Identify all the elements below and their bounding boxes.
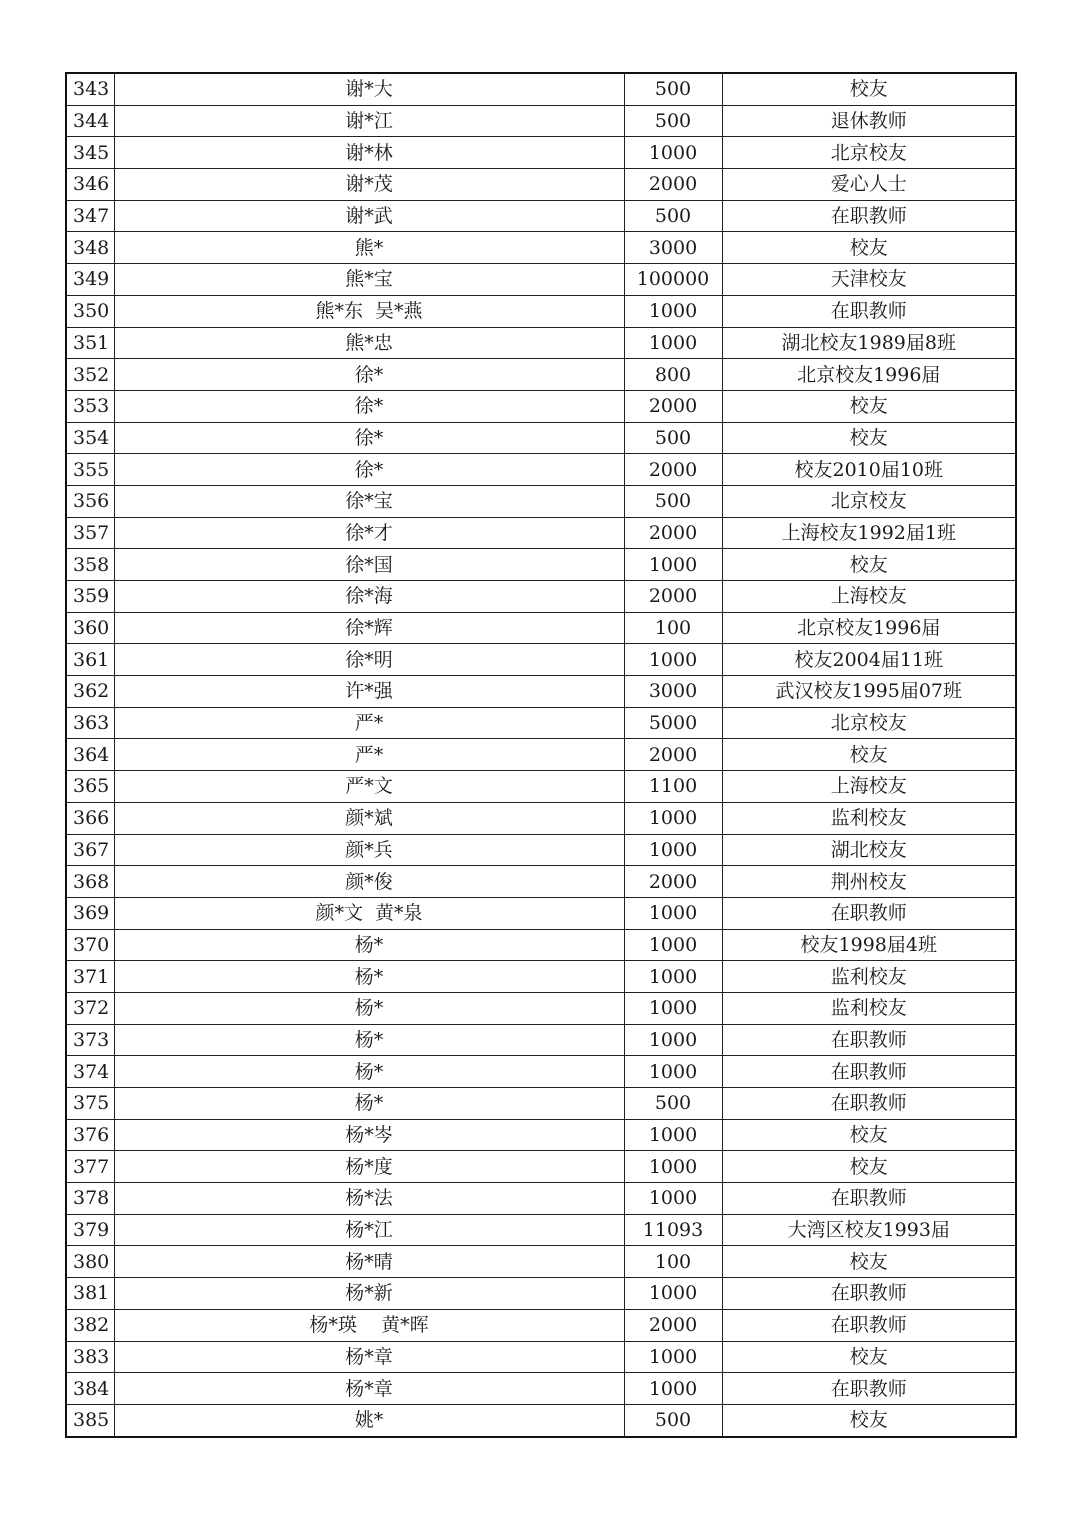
- donation-amount-cell: 500: [624, 1404, 722, 1436]
- table-row: [66, 390, 1016, 422]
- table-row: [66, 992, 1016, 1024]
- donor-name-cell: 杨*度: [114, 1151, 624, 1183]
- donor-note-cell: 爱心人士: [722, 169, 1016, 201]
- donation-amount-cell: 500: [624, 200, 722, 232]
- donation-amount-cell: 500: [624, 485, 722, 517]
- donor-name-cell: 徐*国: [114, 549, 624, 581]
- row-number-cell: 377: [66, 1151, 114, 1183]
- table-row: [66, 1088, 1016, 1120]
- donation-amount-cell: 1100: [624, 771, 722, 803]
- row-number-cell: 355: [66, 454, 114, 486]
- donor-name-cell: 杨*法: [114, 1183, 624, 1215]
- donor-note-cell: 校友: [722, 232, 1016, 264]
- donation-amount-cell: 1000: [624, 897, 722, 929]
- donor-note-cell: 在职教师: [722, 1024, 1016, 1056]
- row-number-cell: 366: [66, 802, 114, 834]
- donor-name-cell: 杨*: [114, 1056, 624, 1088]
- table-row: [66, 771, 1016, 803]
- donor-note-cell: 校友: [722, 1341, 1016, 1373]
- donation-amount-cell: 1000: [624, 549, 722, 581]
- donor-note-cell: 上海校友: [722, 581, 1016, 613]
- row-number-cell: 368: [66, 866, 114, 898]
- donation-amount-cell: 5000: [624, 707, 722, 739]
- donor-name-cell: 熊*忠: [114, 327, 624, 359]
- donor-note-cell: 在职教师: [722, 897, 1016, 929]
- donor-name-cell: 徐*: [114, 422, 624, 454]
- table-row: [66, 359, 1016, 391]
- donor-name-cell: 颜*文 黄*泉: [114, 897, 624, 929]
- table-row: [66, 1309, 1016, 1341]
- donor-note-cell: 湖北校友: [722, 834, 1016, 866]
- donor-name-cell: 徐*: [114, 454, 624, 486]
- table-row: [66, 1151, 1016, 1183]
- donation-amount-cell: 11093: [624, 1214, 722, 1246]
- row-number-cell: 374: [66, 1056, 114, 1088]
- donation-amount-cell: 1000: [624, 992, 722, 1024]
- donation-amount-cell: 500: [624, 422, 722, 454]
- table-row: [66, 897, 1016, 929]
- donor-name-cell: 徐*海: [114, 581, 624, 613]
- donor-name-cell: 杨*: [114, 992, 624, 1024]
- row-number-cell: 379: [66, 1214, 114, 1246]
- table-row: [66, 1341, 1016, 1373]
- donor-name-cell: 谢*茂: [114, 169, 624, 201]
- donor-name-cell: 谢*林: [114, 137, 624, 169]
- donor-note-cell: 退休教师: [722, 105, 1016, 137]
- table-row: [66, 517, 1016, 549]
- table-row: [66, 295, 1016, 327]
- donor-name-cell: 杨*章: [114, 1373, 624, 1405]
- table-row: [66, 961, 1016, 993]
- table-row: [66, 1373, 1016, 1405]
- table-row: [66, 612, 1016, 644]
- row-number-cell: 350: [66, 295, 114, 327]
- donor-note-cell: 北京校友1996届: [722, 612, 1016, 644]
- donation-amount-cell: 1000: [624, 1024, 722, 1056]
- donor-note-cell: 校友: [722, 422, 1016, 454]
- row-number-cell: 376: [66, 1119, 114, 1151]
- row-number-cell: 365: [66, 771, 114, 803]
- donor-note-cell: 北京校友: [722, 137, 1016, 169]
- table-row: [66, 232, 1016, 264]
- donation-amount-cell: 100000: [624, 264, 722, 296]
- row-number-cell: 372: [66, 992, 114, 1024]
- donation-amount-cell: 1000: [624, 1373, 722, 1405]
- donor-note-cell: 在职教师: [722, 1278, 1016, 1310]
- donor-note-cell: 荆州校友: [722, 866, 1016, 898]
- donor-name-cell: 杨*: [114, 961, 624, 993]
- row-number-cell: 353: [66, 390, 114, 422]
- table-row: [66, 739, 1016, 771]
- donor-name-cell: 谢*武: [114, 200, 624, 232]
- donor-note-cell: 监利校友: [722, 802, 1016, 834]
- row-number-cell: 375: [66, 1088, 114, 1120]
- table-row: [66, 1214, 1016, 1246]
- donor-name-cell: 颜*兵: [114, 834, 624, 866]
- donor-note-cell: 在职教师: [722, 200, 1016, 232]
- table-row: [66, 581, 1016, 613]
- donor-note-cell: 监利校友: [722, 992, 1016, 1024]
- table-row: [66, 1119, 1016, 1151]
- donation-amount-cell: 500: [624, 73, 722, 105]
- donor-note-cell: 校友: [722, 1151, 1016, 1183]
- table-row: [66, 1246, 1016, 1278]
- donation-amount-cell: 2000: [624, 581, 722, 613]
- donor-table-body: [66, 73, 1016, 1437]
- donor-note-cell: 湖北校友1989届8班: [722, 327, 1016, 359]
- donation-amount-cell: 1000: [624, 1341, 722, 1373]
- donor-name-cell: 颜*俊: [114, 866, 624, 898]
- donation-amount-cell: 1000: [624, 802, 722, 834]
- donor-note-cell: 监利校友: [722, 961, 1016, 993]
- table-row: [66, 549, 1016, 581]
- donor-note-cell: 天津校友: [722, 264, 1016, 296]
- row-number-cell: 371: [66, 961, 114, 993]
- donation-amount-cell: 1000: [624, 1151, 722, 1183]
- row-number-cell: 356: [66, 485, 114, 517]
- donor-name-cell: 杨*岑: [114, 1119, 624, 1151]
- row-number-cell: 349: [66, 264, 114, 296]
- donor-note-cell: 大湾区校友1993届: [722, 1214, 1016, 1246]
- donation-amount-cell: 2000: [624, 517, 722, 549]
- donor-name-cell: 杨*江: [114, 1214, 624, 1246]
- row-number-cell: 385: [66, 1404, 114, 1436]
- row-number-cell: 364: [66, 739, 114, 771]
- donor-name-cell: 杨*晴: [114, 1246, 624, 1278]
- donation-amount-cell: 1000: [624, 644, 722, 676]
- donor-note-cell: 校友: [722, 1119, 1016, 1151]
- donation-amount-cell: 1000: [624, 1119, 722, 1151]
- table-row: [66, 422, 1016, 454]
- table-row: [66, 707, 1016, 739]
- donation-amount-cell: 1000: [624, 929, 722, 961]
- donor-name-cell: 谢*江: [114, 105, 624, 137]
- donation-amount-cell: 2000: [624, 866, 722, 898]
- donor-name-cell: 杨*新: [114, 1278, 624, 1310]
- table-row: [66, 676, 1016, 708]
- donor-name-cell: 姚*: [114, 1404, 624, 1436]
- table-row: [66, 200, 1016, 232]
- donation-amount-cell: 2000: [624, 169, 722, 201]
- donor-name-cell: 徐*才: [114, 517, 624, 549]
- donor-name-cell: 严*文: [114, 771, 624, 803]
- donor-note-cell: 上海校友: [722, 771, 1016, 803]
- donor-note-cell: 在职教师: [722, 295, 1016, 327]
- donation-amount-cell: 3000: [624, 232, 722, 264]
- table-row: [66, 169, 1016, 201]
- donor-note-cell: 校友2010届10班: [722, 454, 1016, 486]
- table-row: [66, 929, 1016, 961]
- donation-amount-cell: 1000: [624, 834, 722, 866]
- donor-name-cell: 熊*宝: [114, 264, 624, 296]
- donation-amount-cell: 1000: [624, 1056, 722, 1088]
- donor-note-cell: 在职教师: [722, 1088, 1016, 1120]
- donor-note-cell: 校友: [722, 1404, 1016, 1436]
- donation-amount-cell: 1000: [624, 961, 722, 993]
- donor-name-cell: 许*强: [114, 676, 624, 708]
- donation-amount-cell: 800: [624, 359, 722, 391]
- table-row: [66, 264, 1016, 296]
- donation-amount-cell: 1000: [624, 1278, 722, 1310]
- donor-note-cell: 北京校友: [722, 707, 1016, 739]
- donor-note-cell: 校友: [722, 1246, 1016, 1278]
- row-number-cell: 369: [66, 897, 114, 929]
- table-row: [66, 1404, 1016, 1436]
- table-row: [66, 1278, 1016, 1310]
- donor-name-cell: 杨*瑛 黄*晖: [114, 1309, 624, 1341]
- table-row: [66, 866, 1016, 898]
- row-number-cell: 362: [66, 676, 114, 708]
- row-number-cell: 378: [66, 1183, 114, 1215]
- donation-amount-cell: 2000: [624, 390, 722, 422]
- donation-amount-cell: 2000: [624, 454, 722, 486]
- row-number-cell: 346: [66, 169, 114, 201]
- donor-name-cell: 熊*: [114, 232, 624, 264]
- row-number-cell: 381: [66, 1278, 114, 1310]
- row-number-cell: 361: [66, 644, 114, 676]
- row-number-cell: 345: [66, 137, 114, 169]
- table-row: [66, 834, 1016, 866]
- row-number-cell: 359: [66, 581, 114, 613]
- donor-note-cell: 北京校友: [722, 485, 1016, 517]
- donation-amount-cell: 1000: [624, 295, 722, 327]
- donor-note-cell: 在职教师: [722, 1309, 1016, 1341]
- table-row: [66, 73, 1016, 105]
- row-number-cell: 383: [66, 1341, 114, 1373]
- donation-amount-cell: 500: [624, 105, 722, 137]
- donor-name-cell: 杨*: [114, 1024, 624, 1056]
- donation-amount-cell: 1000: [624, 1183, 722, 1215]
- row-number-cell: 351: [66, 327, 114, 359]
- donation-amount-cell: 1000: [624, 327, 722, 359]
- donation-amount-cell: 100: [624, 612, 722, 644]
- donor-note-cell: 校友1998届4班: [722, 929, 1016, 961]
- row-number-cell: 373: [66, 1024, 114, 1056]
- donor-name-cell: 徐*明: [114, 644, 624, 676]
- donor-name-cell: 杨*: [114, 1088, 624, 1120]
- donor-name-cell: 严*: [114, 707, 624, 739]
- table-row: [66, 137, 1016, 169]
- row-number-cell: 352: [66, 359, 114, 391]
- row-number-cell: 343: [66, 73, 114, 105]
- donation-amount-cell: 500: [624, 1088, 722, 1120]
- donor-note-cell: 北京校友1996届: [722, 359, 1016, 391]
- donation-amount-cell: 1000: [624, 137, 722, 169]
- donor-note-cell: 校友: [722, 739, 1016, 771]
- donor-note-cell: 上海校友1992届1班: [722, 517, 1016, 549]
- table-row: [66, 1056, 1016, 1088]
- row-number-cell: 347: [66, 200, 114, 232]
- row-number-cell: 348: [66, 232, 114, 264]
- donor-name-cell: 严*: [114, 739, 624, 771]
- donor-name-cell: 徐*辉: [114, 612, 624, 644]
- donor-note-cell: 校友2004届11班: [722, 644, 1016, 676]
- row-number-cell: 380: [66, 1246, 114, 1278]
- donation-amount-cell: 3000: [624, 676, 722, 708]
- row-number-cell: 344: [66, 105, 114, 137]
- row-number-cell: 357: [66, 517, 114, 549]
- donation-amount-cell: 100: [624, 1246, 722, 1278]
- row-number-cell: 370: [66, 929, 114, 961]
- table-row: [66, 327, 1016, 359]
- row-number-cell: 384: [66, 1373, 114, 1405]
- donor-name-cell: 谢*大: [114, 73, 624, 105]
- donor-note-cell: 武汉校友1995届07班: [722, 676, 1016, 708]
- donor-name-cell: 徐*宝: [114, 485, 624, 517]
- table-row: [66, 1183, 1016, 1215]
- row-number-cell: 360: [66, 612, 114, 644]
- row-number-cell: 358: [66, 549, 114, 581]
- donor-note-cell: 校友: [722, 73, 1016, 105]
- table-row: [66, 485, 1016, 517]
- donor-note-cell: 校友: [722, 390, 1016, 422]
- donor-name-cell: 熊*东 吴*燕: [114, 295, 624, 327]
- donor-note-cell: 在职教师: [722, 1056, 1016, 1088]
- donor-note-cell: 在职教师: [722, 1183, 1016, 1215]
- donor-table: [65, 72, 1017, 1438]
- table-row: [66, 802, 1016, 834]
- donor-name-cell: 徐*: [114, 359, 624, 391]
- donor-note-cell: 在职教师: [722, 1373, 1016, 1405]
- row-number-cell: 382: [66, 1309, 114, 1341]
- donor-name-cell: 徐*: [114, 390, 624, 422]
- row-number-cell: 354: [66, 422, 114, 454]
- donor-name-cell: 杨*章: [114, 1341, 624, 1373]
- table-row: [66, 105, 1016, 137]
- donor-note-cell: 校友: [722, 549, 1016, 581]
- table-row: [66, 454, 1016, 486]
- row-number-cell: 367: [66, 834, 114, 866]
- row-number-cell: 363: [66, 707, 114, 739]
- donation-amount-cell: 2000: [624, 1309, 722, 1341]
- donor-name-cell: 颜*斌: [114, 802, 624, 834]
- table-row: [66, 644, 1016, 676]
- table-row: [66, 1024, 1016, 1056]
- donation-amount-cell: 2000: [624, 739, 722, 771]
- donor-name-cell: 杨*: [114, 929, 624, 961]
